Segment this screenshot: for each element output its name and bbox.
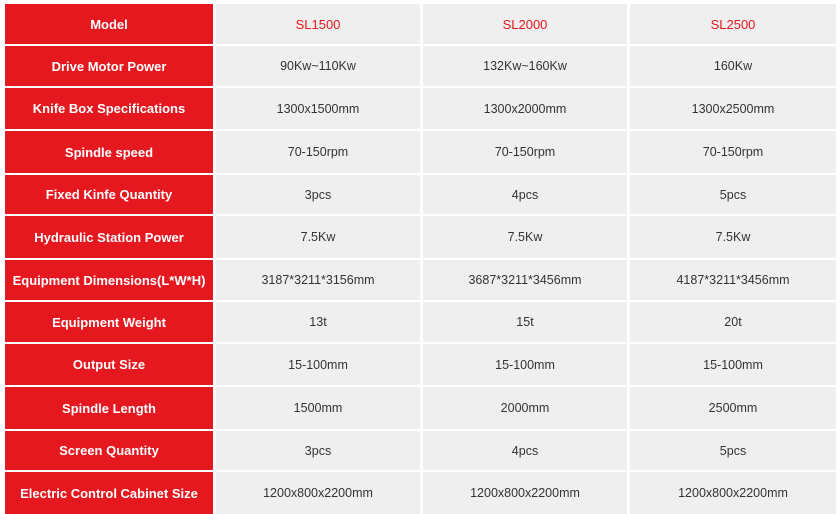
row-label-spindle-speed: Spindle speed xyxy=(5,131,213,173)
row-value-electric-control-cabinet-size-sl1500: 1200x800x2200mm xyxy=(216,472,420,514)
row-label-output-size: Output Size xyxy=(5,344,213,385)
row-value-spindle-speed-sl2000: 70-150rpm xyxy=(423,131,627,173)
row-value-hydraulic-station-power-sl2000: 7.5Kw xyxy=(423,216,627,258)
row-value-equipment-dimensions-l-w-h-sl2000: 3687*3211*3456mm xyxy=(423,260,627,300)
row-label-fixed-kinfe-quantity: Fixed Kinfe Quantity xyxy=(5,175,213,214)
row-label-equipment-weight: Equipment Weight xyxy=(5,302,213,342)
row-label-equipment-dimensions-l-w-h: Equipment Dimensions(L*W*H) xyxy=(5,260,213,300)
row-value-screen-quantity-sl2000: 4pcs xyxy=(423,431,627,470)
header-model-sl2000: SL2000 xyxy=(423,4,627,44)
row-label-drive-motor-power: Drive Motor Power xyxy=(5,46,213,86)
header-model-sl1500: SL1500 xyxy=(216,4,420,44)
row-value-fixed-kinfe-quantity-sl1500: 3pcs xyxy=(216,175,420,214)
row-value-drive-motor-power-sl1500: 90Kw~110Kw xyxy=(216,46,420,86)
row-value-equipment-dimensions-l-w-h-sl2500: 4187*3211*3456mm xyxy=(630,260,836,300)
row-label-hydraulic-station-power: Hydraulic Station Power xyxy=(5,216,213,258)
row-value-hydraulic-station-power-sl2500: 7.5Kw xyxy=(630,216,836,258)
row-value-output-size-sl1500: 15-100mm xyxy=(216,344,420,385)
row-value-fixed-kinfe-quantity-sl2500: 5pcs xyxy=(630,175,836,214)
row-value-fixed-kinfe-quantity-sl2000: 4pcs xyxy=(423,175,627,214)
row-value-knife-box-specifications-sl2500: 1300x2500mm xyxy=(630,88,836,129)
spec-table xyxy=(5,4,836,514)
row-value-spindle-speed-sl1500: 70-150rpm xyxy=(216,131,420,173)
row-value-electric-control-cabinet-size-sl2000: 1200x800x2200mm xyxy=(423,472,627,514)
header-model-label: Model xyxy=(5,4,213,44)
row-label-electric-control-cabinet-size: Electric Control Cabinet Size xyxy=(5,472,213,514)
header-model-sl2500: SL2500 xyxy=(630,4,836,44)
row-value-spindle-speed-sl2500: 70-150rpm xyxy=(630,131,836,173)
row-value-spindle-length-sl2500: 2500mm xyxy=(630,387,836,429)
row-value-screen-quantity-sl1500: 3pcs xyxy=(216,431,420,470)
row-label-screen-quantity: Screen Quantity xyxy=(5,431,213,470)
row-value-equipment-weight-sl2000: 15t xyxy=(423,302,627,342)
row-value-drive-motor-power-sl2000: 132Kw~160Kw xyxy=(423,46,627,86)
row-value-output-size-sl2500: 15-100mm xyxy=(630,344,836,385)
row-label-knife-box-specifications: Knife Box Specifications xyxy=(5,88,213,129)
row-value-knife-box-specifications-sl2000: 1300x2000mm xyxy=(423,88,627,129)
row-value-knife-box-specifications-sl1500: 1300x1500mm xyxy=(216,88,420,129)
row-value-spindle-length-sl1500: 1500mm xyxy=(216,387,420,429)
row-label-spindle-length: Spindle Length xyxy=(5,387,213,429)
row-value-drive-motor-power-sl2500: 160Kw xyxy=(630,46,836,86)
row-value-equipment-weight-sl2500: 20t xyxy=(630,302,836,342)
row-value-electric-control-cabinet-size-sl2500: 1200x800x2200mm xyxy=(630,472,836,514)
row-value-equipment-weight-sl1500: 13t xyxy=(216,302,420,342)
row-value-equipment-dimensions-l-w-h-sl1500: 3187*3211*3156mm xyxy=(216,260,420,300)
row-value-screen-quantity-sl2500: 5pcs xyxy=(630,431,836,470)
row-value-spindle-length-sl2000: 2000mm xyxy=(423,387,627,429)
row-value-output-size-sl2000: 15-100mm xyxy=(423,344,627,385)
row-value-hydraulic-station-power-sl1500: 7.5Kw xyxy=(216,216,420,258)
